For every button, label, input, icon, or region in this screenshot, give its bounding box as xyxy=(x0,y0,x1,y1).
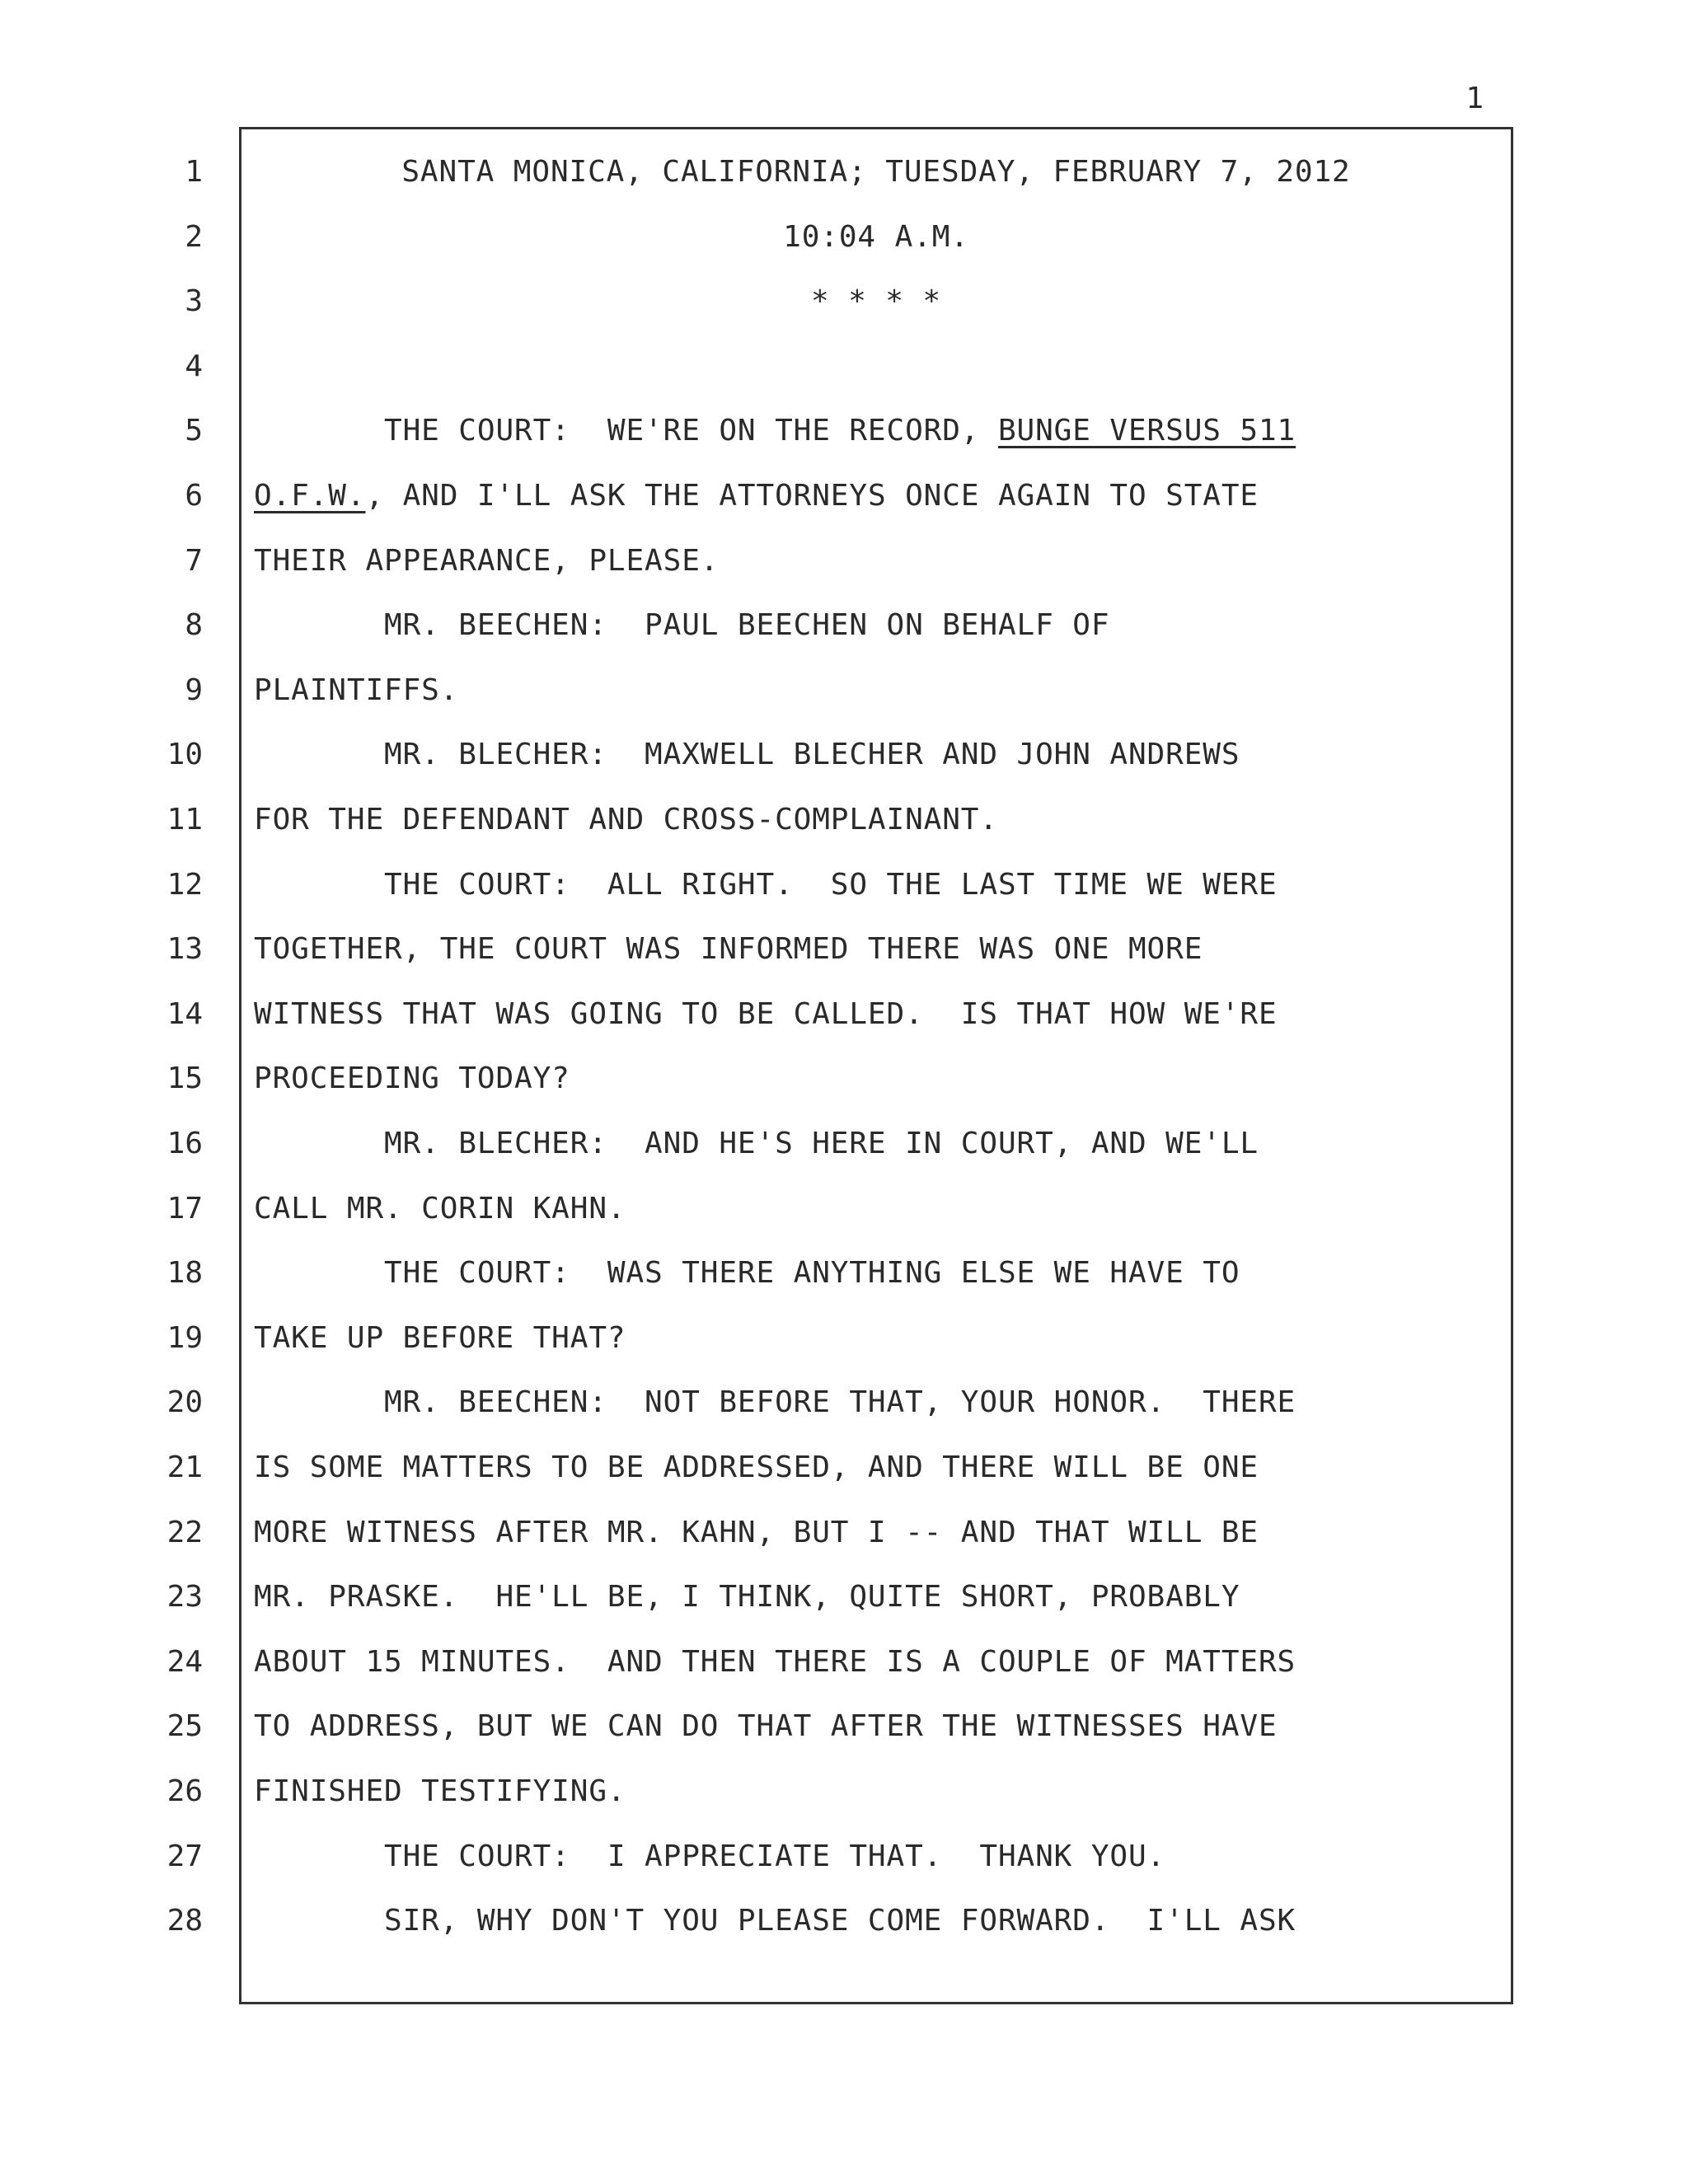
line-text xyxy=(254,1889,1498,1953)
line-text-segment: MR. BLECHER: MAXWELL BLECHER AND JOHN ANDREWS xyxy=(254,738,1240,772)
transcript-line xyxy=(0,1241,1688,1305)
line-text-segment: IS SOME MATTERS TO BE ADDRESSED, AND THERE WILL BE ONE xyxy=(254,1451,1259,1484)
line-text-segment: THE COURT: ALL RIGHT. SO THE LAST TIME WE WERE xyxy=(254,867,1278,902)
transcript-line xyxy=(0,335,1688,399)
line-number: 21 xyxy=(166,1451,203,1484)
line-number: 14 xyxy=(166,996,203,1031)
transcript-line xyxy=(0,1889,1688,1953)
transcript-line xyxy=(0,269,1688,334)
transcript-line xyxy=(0,1630,1688,1694)
line-text-segment: TOGETHER, THE COURT WAS INFORMED THERE WAS ONE MORE xyxy=(254,932,1203,967)
line-number: 25 xyxy=(166,1709,203,1744)
line-number: 18 xyxy=(166,1256,203,1291)
line-text-segment: MR. BLECHER: AND HE'S HERE IN COURT, AND WE'LL xyxy=(254,1127,1259,1160)
line-text-segment: THEIR APPEARANCE, PLEASE. xyxy=(254,543,720,578)
line-number: 17 xyxy=(166,1191,203,1226)
transcript-line xyxy=(0,1825,1688,1889)
line-text-segment: * * * * xyxy=(810,284,942,319)
line-text-segment: WITNESS THAT WAS GOING TO BE CALLED. IS THAT HOW WE'RE xyxy=(254,996,1278,1031)
line-number: 4 xyxy=(185,349,203,383)
line-text xyxy=(254,982,1498,1047)
line-text xyxy=(254,1112,1498,1176)
line-number: 1 xyxy=(185,155,203,189)
transcript-line xyxy=(0,1177,1688,1241)
case-name-underlined: O.F.W. xyxy=(254,479,366,513)
line-number: 19 xyxy=(166,1320,203,1355)
line-number: 2 xyxy=(185,219,203,254)
line-number: 16 xyxy=(166,1127,203,1160)
line-number: 22 xyxy=(166,1515,203,1549)
case-name-underlined: BUNGE VERSUS 511 xyxy=(997,414,1296,448)
line-text xyxy=(254,1047,1498,1111)
line-text xyxy=(254,788,1498,852)
transcript-line xyxy=(0,853,1688,917)
line-text xyxy=(254,1565,1498,1629)
line-number: 20 xyxy=(166,1385,203,1420)
line-number: 10 xyxy=(166,738,203,772)
transcript-line xyxy=(0,658,1688,723)
transcript-line xyxy=(0,1306,1688,1371)
line-text xyxy=(254,658,1498,723)
transcript-line xyxy=(0,1760,1688,1824)
line-text xyxy=(254,593,1498,658)
line-text-segment: MR. BEECHEN: NOT BEFORE THAT, YOUR HONOR. THERE xyxy=(254,1385,1296,1420)
transcript-line xyxy=(0,140,1688,204)
line-text xyxy=(254,1825,1498,1889)
transcript-line xyxy=(0,1694,1688,1759)
page-number: 1 xyxy=(1465,82,1484,115)
line-number: 13 xyxy=(166,932,203,967)
line-text-segment: SIR, WHY DON'T YOU PLEASE COME FORWARD. I'LL ASK xyxy=(254,1904,1296,1938)
line-number: 8 xyxy=(185,608,203,643)
transcript-line xyxy=(0,1112,1688,1176)
line-text-segment: FINISHED TESTIFYING. xyxy=(254,1774,626,1808)
line-text xyxy=(254,917,1498,982)
line-text xyxy=(254,1501,1498,1565)
line-number: 28 xyxy=(166,1904,203,1938)
line-text-segment: PROCEEDING TODAY? xyxy=(254,1062,570,1096)
transcript-line xyxy=(0,399,1688,463)
line-text xyxy=(254,1694,1498,1759)
line-number: 9 xyxy=(185,673,203,707)
transcript-line xyxy=(0,1436,1688,1500)
line-text-segment: SANTA MONICA, CALIFORNIA; TUESDAY, FEBRUARY 7, 2012 xyxy=(401,155,1351,189)
line-text-segment: , AND I'LL ASK THE ATTORNEYS ONCE AGAIN TO STATE xyxy=(365,479,1259,513)
line-text-segment: CALL MR. CORIN KAHN. xyxy=(254,1191,626,1226)
transcript-line xyxy=(0,917,1688,982)
line-text xyxy=(254,1177,1498,1241)
line-number: 6 xyxy=(185,479,203,513)
line-text-segment: FOR THE DEFENDANT AND CROSS-COMPLAINANT. xyxy=(254,803,998,837)
transcript-line xyxy=(0,464,1688,528)
transcript-line xyxy=(0,529,1688,593)
line-text xyxy=(254,853,1498,917)
line-text-segment: THE COURT: WAS THERE ANYTHING ELSE WE HAVE TO xyxy=(254,1256,1240,1291)
transcript-line xyxy=(0,1565,1688,1629)
line-text-segment: MORE WITNESS AFTER MR. KAHN, BUT I -- AND THAT WILL BE xyxy=(254,1515,1259,1549)
line-text-segment: ABOUT 15 MINUTES. AND THEN THERE IS A COUPLE OF MATTERS xyxy=(254,1644,1296,1679)
line-number: 7 xyxy=(185,543,203,578)
line-text xyxy=(254,1306,1498,1371)
line-text-segment: MR. PRASKE. HE'LL BE, I THINK, QUITE SHORT, PROBABLY xyxy=(254,1580,1240,1615)
transcript-line xyxy=(0,1371,1688,1435)
transcript-line xyxy=(0,1501,1688,1565)
line-text xyxy=(254,1760,1498,1824)
line-text xyxy=(254,1241,1498,1305)
line-text xyxy=(254,723,1498,787)
line-text xyxy=(254,205,1498,269)
transcript-line xyxy=(0,1047,1688,1111)
line-number: 11 xyxy=(166,803,203,837)
line-number: 12 xyxy=(166,867,203,902)
line-text xyxy=(254,269,1498,334)
line-text-segment: TO ADDRESS, BUT WE CAN DO THAT AFTER THE WITNESSES HAVE xyxy=(254,1709,1278,1744)
line-number: 26 xyxy=(166,1774,203,1808)
line-number: 27 xyxy=(166,1839,203,1873)
transcript-line xyxy=(0,723,1688,787)
line-number: 15 xyxy=(166,1062,203,1096)
line-number: 5 xyxy=(185,414,203,448)
transcript-line xyxy=(0,205,1688,269)
line-text xyxy=(254,464,1498,528)
transcript-line xyxy=(0,593,1688,658)
line-number: 3 xyxy=(185,284,203,319)
line-number: 24 xyxy=(166,1644,203,1679)
line-text xyxy=(254,399,1498,463)
line-text xyxy=(254,140,1498,204)
line-text-segment: 10:04 A.M. xyxy=(783,219,969,254)
line-text-segment: THE COURT: I APPRECIATE THAT. THANK YOU. xyxy=(254,1839,1166,1873)
transcript-line xyxy=(0,788,1688,852)
line-number: 23 xyxy=(166,1580,203,1615)
line-text-segment: PLAINTIFFS. xyxy=(254,673,459,707)
line-text xyxy=(254,529,1498,593)
line-text xyxy=(254,1436,1498,1500)
line-text xyxy=(254,1630,1498,1694)
line-text xyxy=(254,1371,1498,1435)
line-text-segment: MR. BEECHEN: PAUL BEECHEN ON BEHALF OF xyxy=(254,608,1110,643)
line-text-segment: THE COURT: WE'RE ON THE RECORD, xyxy=(254,414,998,448)
line-text-segment: TAKE UP BEFORE THAT? xyxy=(254,1320,626,1355)
transcript-line xyxy=(0,982,1688,1047)
